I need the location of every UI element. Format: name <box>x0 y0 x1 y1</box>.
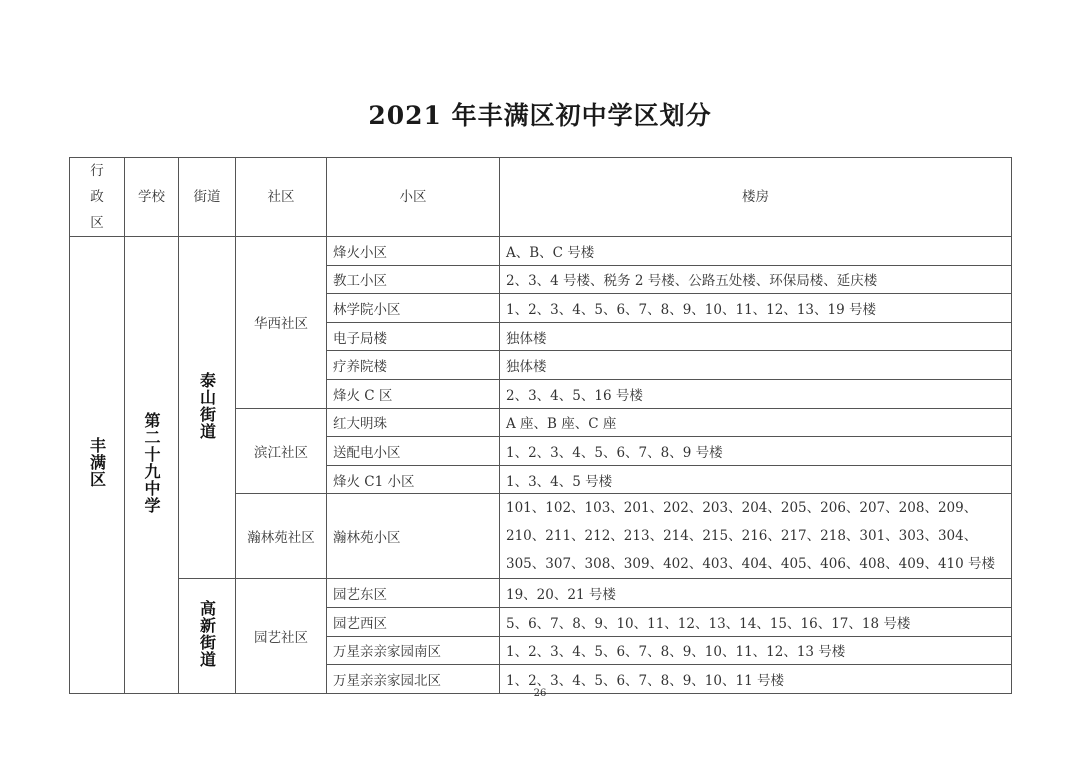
buildings-cell: 5、6、7、8、9、10、11、12、13、14、15、16、17、18 号楼 <box>500 607 1012 636</box>
header-district: 行政区 <box>70 158 125 237</box>
header-buildings: 楼房 <box>500 158 1012 237</box>
page-title: 2021 年丰满区初中学区划分 <box>368 101 712 130</box>
buildings-cell: 1、3、4、5 号楼 <box>500 465 1012 494</box>
buildings-cell: 2、3、4 号楼、税务 2 号楼、公路五处楼、环保局楼、延庆楼 <box>500 265 1012 294</box>
compound-cell: 烽火 C 区 <box>327 379 500 408</box>
compound-cell: 林学院小区 <box>327 294 500 323</box>
street-label-taishan: 泰山街道 <box>197 371 217 440</box>
compound-cell: 红大明珠 <box>327 408 500 437</box>
district-cell <box>70 237 125 694</box>
page-number: 26 <box>533 688 547 699</box>
buildings-cell: A、B、C 号楼 <box>500 237 1012 266</box>
community-cell-binjiang: 滨江社区 <box>236 408 327 494</box>
compound-cell: 园艺东区 <box>327 579 500 608</box>
compound-cell: 教工小区 <box>327 265 500 294</box>
buildings-cell: 独体楼 <box>500 322 1012 351</box>
header-community: 社区 <box>236 158 327 237</box>
compound-cell: 万星亲亲家园北区 <box>327 665 500 694</box>
compound-cell: 瀚林苑小区 <box>327 494 500 579</box>
compound-cell: 园艺西区 <box>327 607 500 636</box>
compound-cell: 烽火 C1 小区 <box>327 465 500 494</box>
buildings-cell: 1、2、3、4、5、6、7、8、9、10、11、12、13 号楼 <box>500 636 1012 665</box>
header-compound: 小区 <box>327 158 500 237</box>
table-header-row <box>70 158 1012 237</box>
header-school: 学校 <box>125 158 179 237</box>
buildings-cell: 1、2、3、4、5、6、7、8、9、10、11、12、13、19 号楼 <box>500 294 1012 323</box>
compound-cell: 送配电小区 <box>327 437 500 466</box>
school-district-table <box>69 157 1012 694</box>
compound-cell: 疗养院楼 <box>327 351 500 380</box>
school-label: 第二十九中学 <box>142 411 161 514</box>
community-cell-hanlinyuan: 瀚林苑社区 <box>236 494 327 579</box>
buildings-cell: 2、3、4、5、16 号楼 <box>500 379 1012 408</box>
street-cell-gaoxin <box>179 579 236 693</box>
table-row <box>70 237 1012 266</box>
header-street: 街道 <box>179 158 236 237</box>
compound-cell: 电子局楼 <box>327 322 500 351</box>
compound-cell: 烽火小区 <box>327 237 500 266</box>
buildings-cell: A 座、B 座、C 座 <box>500 408 1012 437</box>
buildings-cell: 独体楼 <box>500 351 1012 380</box>
street-cell-taishan <box>179 237 236 579</box>
community-cell-huaxi: 华西社区 <box>236 237 327 409</box>
buildings-cell: 101、102、103、201、202、203、204、205、206、207、208、209、210、211、212、213、214、215、216、217、218、301、303、304、305、307、308、309、402、403、404、405、406、408、409、410 号楼 <box>500 494 1012 579</box>
buildings-cell: 1、2、3、4、5、6、7、8、9 号楼 <box>500 437 1012 466</box>
district-label: 丰满区 <box>87 437 107 489</box>
compound-cell: 万星亲亲家园南区 <box>327 636 500 665</box>
buildings-cell: 1、2、3、4、5、6、7、8、9、10、11 号楼 <box>500 665 1012 694</box>
buildings-cell: 19、20、21 号楼 <box>500 579 1012 608</box>
school-cell <box>125 237 179 694</box>
community-cell-yuanyi: 园艺社区 <box>236 579 327 693</box>
table-row <box>70 579 1012 608</box>
street-label-gaoxin: 高新街道 <box>197 600 217 669</box>
